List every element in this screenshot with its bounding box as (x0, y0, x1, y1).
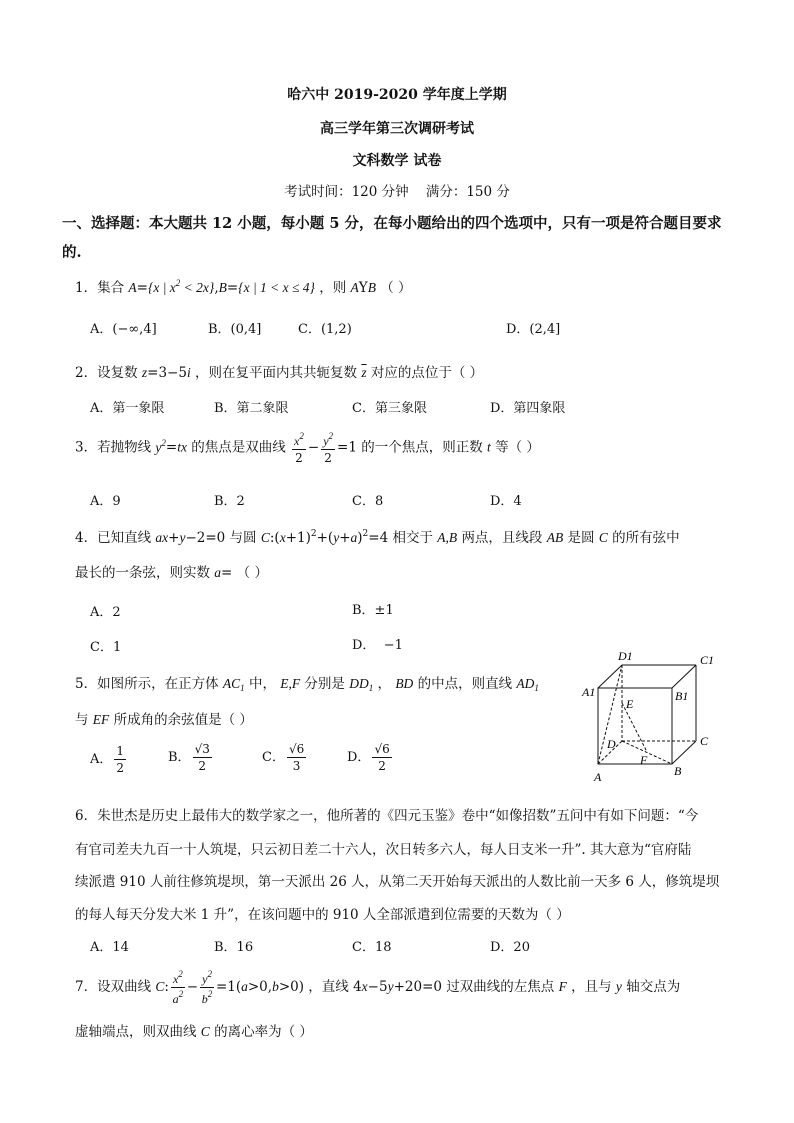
q5-option-c[interactable]: C． $\frac{√6}{3}$ (262, 742, 305, 773)
q7-mid1: ，直线 (308, 979, 349, 995)
q1-prefix: 1．集合 (75, 280, 125, 296)
question-6-line-1: 6．朱世杰是历史上最伟大的数学家之一，他所著的《四元玉鉴》卷中“如像招数”五问中有如下问题：“今 (75, 808, 699, 824)
q1-end: （ ） (380, 280, 412, 296)
q3-option-d[interactable]: D．4 (490, 494, 522, 509)
edge-bc (672, 741, 696, 764)
edge-b1c1 (672, 665, 696, 688)
q4-line2-end: （ ） (236, 565, 268, 581)
label-e: E (626, 697, 634, 711)
q5-line2-pre: 与 (75, 712, 89, 728)
q4-mid3: 两点，且线段 (461, 530, 543, 546)
q5-option-d-label: D． (347, 750, 371, 765)
q4-mid1: 与圆 (229, 530, 257, 546)
label-a1: A1 (582, 685, 596, 699)
q3-option-c[interactable]: C．8 (352, 494, 384, 509)
section-heading-cont: 的. (62, 244, 82, 261)
q5-option-b-label: B． (168, 750, 191, 765)
q4-line2: 最长的一条弦，则实数 (75, 565, 210, 581)
q4-option-b[interactable]: B．±1 (352, 603, 394, 618)
q7-line2-end: 的离心率为（ ） (214, 1024, 313, 1040)
q5-option-a-label: A． (90, 752, 113, 767)
label-b1: B1 (675, 689, 689, 703)
q6-option-a[interactable]: A．14 (90, 940, 129, 955)
q5-mid2: 分别是 (304, 676, 345, 692)
label-f: F (640, 753, 648, 767)
q3-option-b[interactable]: B．2 (214, 494, 245, 509)
q5-line2-end: 所成角的余弦值是（ ） (113, 712, 253, 728)
q5-option-c-label: C． (262, 750, 285, 765)
q2-option-a[interactable]: A．第一象限 (90, 401, 165, 416)
q1-option-d[interactable]: D．(2,4] (506, 322, 561, 337)
label-c1: C1 (700, 653, 715, 667)
q5-mid1: 中， (248, 676, 276, 692)
subject-title: 文科数学 试卷 (352, 153, 442, 169)
q1-suffix: ，则 (319, 280, 347, 296)
cube-figure (578, 648, 728, 788)
q5-option-d[interactable]: D． $\frac{√6}{2}$ (347, 742, 390, 773)
q7-mid2: 过双曲线的左焦点 (446, 979, 555, 995)
question-2: 2．设复数 z=3−5i ，则在复平面内其共轭复数 $\overline{z}$ 对应的点位于（ ） (75, 365, 484, 381)
exam-time-info: 考试时间：120 分钟 满分：150 分 (284, 184, 510, 200)
q2-end: 对应的点位于（ ） (370, 365, 484, 381)
q4-prefix: 4．已知直线 (75, 530, 152, 546)
question-5: 5．如图所示，在正方体 $AC_1$ 中， E,F 分别是 $DD_1$ ， BD 的中点，则直线 $AD_1$ (75, 676, 539, 693)
q2-prefix: 2．设复数 (75, 365, 138, 381)
question-5-cont: 与 EF 所成角的余弦值是（ ） (75, 712, 253, 728)
q7-prefix: 7．设双曲线 (75, 979, 152, 995)
q4-mid4: 是圆 (567, 530, 595, 546)
label-d: D (607, 737, 616, 751)
q2-option-b[interactable]: B．第二象限 (214, 401, 289, 416)
q4-mid5: 的所有弦中 (612, 530, 680, 546)
q6-option-b[interactable]: B．16 (214, 940, 254, 955)
q6-option-d[interactable]: D．20 (490, 940, 530, 955)
q2-mid: ，则在复平面内其共轭复数 (195, 365, 358, 381)
school-title: 哈六中 2019-2020 学年度上学期 (287, 87, 507, 103)
section-heading: 一、选择题：本大题共 12 小题，每小题 5 分，在每小题给出的四个选项中，只有一项是符合题目要求 (62, 215, 722, 232)
q3-end: 的一个焦点，则正数 (361, 439, 483, 456)
label-d1: D1 (618, 649, 633, 663)
question-3: 3．若抛物线 $y^2=tx$ 的焦点是双曲线 $\frac{x^2}{2}$ − $\frac{y^2}{2}$ =1 的一个焦点，则正数 t 等（ ） (75, 431, 540, 465)
q3-mid: 的焦点是双曲线 (191, 439, 286, 456)
q5-prefix: 5．如图所示，在正方体 (75, 676, 219, 692)
edge-a1d1 (598, 665, 622, 688)
q1-option-b[interactable]: B．(0,4] (208, 322, 262, 337)
q4-mid2: 相交于 (392, 530, 433, 546)
question-6-line-2: 有官司差夫九百一十人筑堤，只云初日差二十六人，次日转多六人，每人日支米一升”. 其大意为“官府陆 (75, 842, 692, 858)
q7-mid3: ，且与 (571, 979, 612, 995)
q4-option-c[interactable]: C．1 (90, 640, 122, 655)
q5-option-b[interactable]: B． $\frac{√3}{2}$ (168, 742, 210, 773)
q7-line2: 虚轴端点，则双曲线 (75, 1024, 197, 1040)
exam-title: 高三学年第三次调研考试 (320, 121, 474, 137)
q2-option-d[interactable]: D．第四象限 (490, 401, 566, 416)
q4-option-a[interactable]: A．2 (90, 605, 121, 620)
label-b: B (674, 764, 682, 778)
front-face (598, 688, 672, 764)
q3-tail: 等（ ） (495, 439, 540, 456)
q4-option-d[interactable]: D． −1 (352, 638, 403, 653)
q3-option-a[interactable]: A．9 (90, 494, 121, 509)
question-4-cont: 最长的一条弦，则实数 a= （ ） (75, 565, 268, 581)
q7-mid4: 轴交点为 (626, 979, 681, 995)
question-7-cont: 虚轴端点，则双曲线 C 的离心率为（ ） (75, 1024, 313, 1040)
q3-prefix: 3．若抛物线 (75, 439, 152, 456)
q6-option-c[interactable]: C．18 (352, 940, 392, 955)
question-4: 4．已知直线 ax+y−2=0 与圆 $C:(x+1)^2+(y+a)^2=4$ 相交于 A,B 两点，且线段 AB 是圆 C 的所有弦中 (75, 529, 680, 546)
q5-mid3: ， (377, 676, 392, 692)
q1-option-a[interactable]: A．(−∞,4] (90, 322, 157, 337)
label-a: A (594, 770, 602, 784)
q1-option-c[interactable]: C．(1,2) (298, 322, 352, 337)
question-7: 7．设双曲线 C: $\frac{x^2}{a^2}$ − $\frac{y^2}{b^2}$ =1(a>0,b>0) ，直线 4x−5y+20=0 过双曲线的左焦点 F ，且与 y 轴交点为 (75, 969, 681, 1006)
label-c: C (700, 734, 709, 748)
question-1: 1．集合 A={x | $x^2 < 2x\},B=\{x$ | 1 < x ≤ 4} ，则 AYB （ ） (75, 278, 412, 296)
q5-mid4: 的中点，则直线 (417, 676, 513, 692)
question-6-line-3: 续派遣 910 人前往修筑堤坝，第一天派出 26 人，从第二天开始每天派出的人数比前一天多 6 人，修筑堤坝 (75, 874, 720, 890)
question-6-line-4: 的每人每天分发大米 1 升”，在该问题中的 910 人全部派遣到位需要的天数为（ ） (75, 907, 570, 923)
q2-option-c[interactable]: C．第三象限 (352, 401, 427, 416)
q5-option-a[interactable]: A． $\frac{1}{2}$ (90, 744, 125, 775)
